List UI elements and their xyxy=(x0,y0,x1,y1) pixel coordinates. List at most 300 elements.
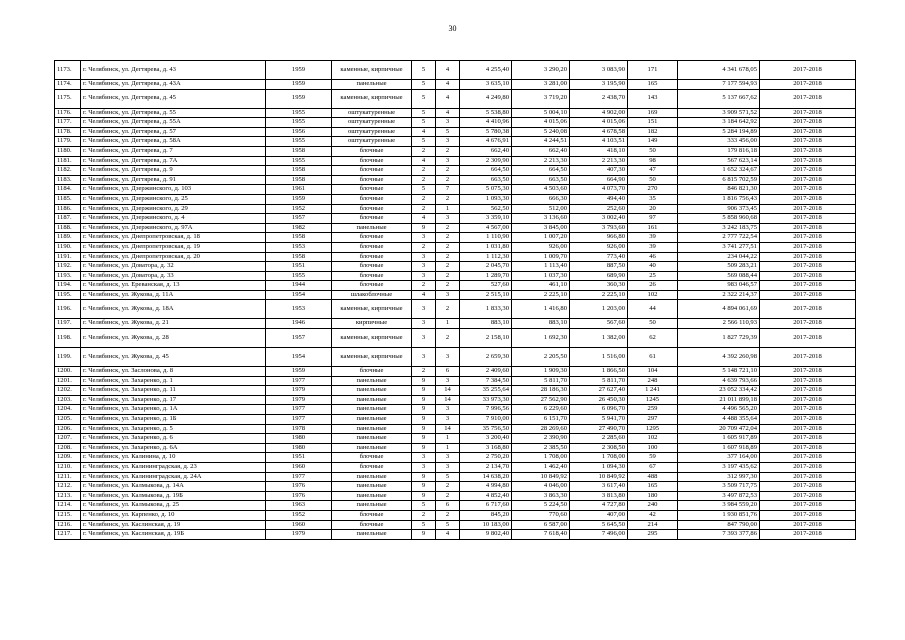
cell-residential-area: 3 793,60 xyxy=(570,223,628,233)
cell-row-number: 1204. xyxy=(55,405,81,415)
cell-build-year: 1959 xyxy=(266,367,332,377)
cell-build-year: 1977 xyxy=(266,405,332,415)
cell-build-year: 1957 xyxy=(266,214,332,224)
cell-repair-period: 2017-2018 xyxy=(760,146,856,156)
cell-floors: 3 xyxy=(412,319,436,329)
cell-repair-period: 2017-2018 xyxy=(760,214,856,224)
cell-address: г. Челябинск, ул. Дзержинского, д. 29 xyxy=(81,204,266,214)
cell-build-year: 1955 xyxy=(266,156,332,166)
cell-repair-period: 2017-2018 xyxy=(760,376,856,386)
cell-wall-material: панельные xyxy=(332,80,412,90)
cell-residents: 248 xyxy=(628,376,678,386)
cell-residential-area: 2 213,30 xyxy=(570,156,628,166)
cell-entrances: 3 xyxy=(436,453,460,463)
cell-build-year: 1960 xyxy=(266,463,332,473)
cell-build-year: 1959 xyxy=(266,89,332,108)
cell-row-number: 1214. xyxy=(55,501,81,511)
cell-repair-period: 2017-2018 xyxy=(760,463,856,473)
cell-repair-cost: 846 821,30 xyxy=(678,185,760,195)
cell-row-number: 1190. xyxy=(55,242,81,252)
cell-wall-material: панельные xyxy=(332,415,412,425)
cell-row-number: 1215. xyxy=(55,510,81,520)
cell-residential-area: 1 866,50 xyxy=(570,367,628,377)
cell-residential-area: 4 073,70 xyxy=(570,185,628,195)
cell-entrances: 2 xyxy=(436,329,460,348)
cell-build-year: 1980 xyxy=(266,443,332,453)
cell-repair-period: 2017-2018 xyxy=(760,520,856,530)
cell-premises-area: 6 587,00 xyxy=(512,520,570,530)
cell-total-area: 4 994,80 xyxy=(460,482,512,492)
cell-row-number: 1216. xyxy=(55,520,81,530)
cell-repair-cost: 3 497 872,53 xyxy=(678,491,760,501)
cell-row-number: 1187. xyxy=(55,214,81,224)
cell-floors: 5 xyxy=(412,137,436,147)
cell-residents: 98 xyxy=(628,156,678,166)
table-row xyxy=(55,146,856,156)
cell-residents: 102 xyxy=(628,434,678,444)
cell-repair-period: 2017-2018 xyxy=(760,271,856,281)
cell-entrances: 2 xyxy=(436,262,460,272)
cell-entrances: 5 xyxy=(436,472,460,482)
cell-address: г. Челябинск, ул. Дегтярева, д. 7 xyxy=(81,146,266,156)
cell-wall-material: блочные xyxy=(332,367,412,377)
cell-repair-cost: 4 341 678,05 xyxy=(678,61,760,80)
cell-premises-area: 2 385,50 xyxy=(512,443,570,453)
cell-wall-material: блочные xyxy=(332,463,412,473)
cell-premises-area: 1 909,30 xyxy=(512,367,570,377)
cell-entrances: 3 xyxy=(436,156,460,166)
cell-repair-period: 2017-2018 xyxy=(760,434,856,444)
cell-residents: 67 xyxy=(628,463,678,473)
cell-residential-area: 887,50 xyxy=(570,262,628,272)
cell-premises-area: 2 225,10 xyxy=(512,290,570,300)
cell-premises-area: 663,50 xyxy=(512,175,570,185)
cell-address: г. Челябинск, ул. Дзержинского, д. 97А xyxy=(81,223,266,233)
table-row xyxy=(55,453,856,463)
cell-wall-material: блочные xyxy=(332,156,412,166)
cell-total-area: 2 158,10 xyxy=(460,329,512,348)
table-row xyxy=(55,520,856,530)
cell-repair-period: 2017-2018 xyxy=(760,443,856,453)
cell-build-year: 1979 xyxy=(266,530,332,540)
cell-total-area: 562,50 xyxy=(460,204,512,214)
cell-residential-area: 926,00 xyxy=(570,242,628,252)
table-row xyxy=(55,405,856,415)
cell-total-area: 4 255,40 xyxy=(460,61,512,80)
cell-entrances: 6 xyxy=(436,367,460,377)
cell-residential-area: 4 015,06 xyxy=(570,118,628,128)
cell-address: г. Челябинск, ул. Дзержинского, д. 4 xyxy=(81,214,266,224)
table-row xyxy=(55,223,856,233)
cell-address: г. Челябинск, ул. Калинина, д. 10 xyxy=(81,453,266,463)
cell-floors: 5 xyxy=(412,108,436,118)
table-row xyxy=(55,271,856,281)
cell-premises-area: 27 562,90 xyxy=(512,395,570,405)
cell-entrances: 2 xyxy=(436,271,460,281)
cell-repair-period: 2017-2018 xyxy=(760,108,856,118)
cell-residents: 44 xyxy=(628,300,678,319)
cell-build-year: 1954 xyxy=(266,348,332,367)
cell-premises-area: 1 113,40 xyxy=(512,262,570,272)
cell-repair-period: 2017-2018 xyxy=(760,482,856,492)
cell-total-area: 5 538,80 xyxy=(460,108,512,118)
table-row xyxy=(55,463,856,473)
cell-build-year: 1951 xyxy=(266,453,332,463)
cell-residents: 39 xyxy=(628,242,678,252)
cell-total-area: 1 031,80 xyxy=(460,242,512,252)
table-row xyxy=(55,281,856,291)
cell-premises-area: 2 205,50 xyxy=(512,348,570,367)
cell-repair-period: 2017-2018 xyxy=(760,118,856,128)
cell-build-year: 1953 xyxy=(266,242,332,252)
cell-residents: 214 xyxy=(628,520,678,530)
cell-wall-material: блочные xyxy=(332,262,412,272)
cell-wall-material: панельные xyxy=(332,434,412,444)
cell-row-number: 1184. xyxy=(55,185,81,195)
cell-total-area: 2 659,30 xyxy=(460,348,512,367)
cell-residents: 165 xyxy=(628,482,678,492)
cell-residential-area: 360,30 xyxy=(570,281,628,291)
cell-repair-period: 2017-2018 xyxy=(760,242,856,252)
cell-address: г. Челябинск, ул. Дегтярева, д. 55А xyxy=(81,118,266,128)
cell-repair-cost: 2 566 110,93 xyxy=(678,319,760,329)
cell-entrances: 4 xyxy=(436,530,460,540)
table-row xyxy=(55,156,856,166)
cell-floors: 9 xyxy=(412,424,436,434)
cell-residents: 104 xyxy=(628,367,678,377)
table-row xyxy=(55,472,856,482)
cell-build-year: 1959 xyxy=(266,80,332,90)
table-row xyxy=(55,242,856,252)
cell-build-year: 1958 xyxy=(266,166,332,176)
cell-build-year: 1980 xyxy=(266,434,332,444)
cell-residential-area: 27 490,70 xyxy=(570,424,628,434)
cell-entrances: 3 xyxy=(436,137,460,147)
table-row xyxy=(55,482,856,492)
cell-row-number: 1192. xyxy=(55,262,81,272)
cell-premises-area: 3 290,20 xyxy=(512,61,570,80)
cell-repair-cost: 20 709 472,04 xyxy=(678,424,760,434)
cell-entrances: 1 xyxy=(436,319,460,329)
page-number: 30 xyxy=(448,24,457,33)
cell-floors: 2 xyxy=(412,367,436,377)
cell-residents: 259 xyxy=(628,405,678,415)
cell-wall-material: панельные xyxy=(332,395,412,405)
cell-repair-cost: 509 283,21 xyxy=(678,262,760,272)
cell-residents: 151 xyxy=(628,118,678,128)
cell-floors: 2 xyxy=(412,281,436,291)
cell-entrances: 14 xyxy=(436,386,460,396)
cell-floors: 2 xyxy=(412,510,436,520)
cell-total-area: 2 045,70 xyxy=(460,262,512,272)
cell-residents: 59 xyxy=(628,453,678,463)
cell-entrances: 3 xyxy=(436,348,460,367)
cell-address: г. Челябинск, ул. Захаренко, д. 11 xyxy=(81,386,266,396)
cell-repair-period: 2017-2018 xyxy=(760,415,856,425)
cell-repair-cost: 3 741 277,51 xyxy=(678,242,760,252)
cell-entrances: 1 xyxy=(436,434,460,444)
cell-build-year: 1963 xyxy=(266,501,332,511)
cell-address: г. Челябинск, ул. Доватора, д. 32 xyxy=(81,262,266,272)
cell-premises-area: 512,00 xyxy=(512,204,570,214)
cell-premises-area: 3 281,00 xyxy=(512,80,570,90)
cell-floors: 5 xyxy=(412,61,436,80)
cell-wall-material: блочные xyxy=(332,146,412,156)
cell-address: г. Челябинск, ул. Калининградская, д. 23 xyxy=(81,463,266,473)
cell-entrances: 3 xyxy=(436,214,460,224)
cell-wall-material: каменные, кирпичные xyxy=(332,89,412,108)
cell-repair-period: 2017-2018 xyxy=(760,204,856,214)
cell-total-area: 7 384,50 xyxy=(460,376,512,386)
cell-address: г. Челябинск, ул. Калмыкова, д. 14А xyxy=(81,482,266,492)
cell-residential-area: 3 002,40 xyxy=(570,214,628,224)
cell-row-number: 1203. xyxy=(55,395,81,405)
cell-repair-cost: 569 088,44 xyxy=(678,271,760,281)
cell-residents: 180 xyxy=(628,491,678,501)
table-row xyxy=(55,194,856,204)
cell-row-number: 1209. xyxy=(55,453,81,463)
cell-floors: 2 xyxy=(412,194,436,204)
cell-entrances: 4 xyxy=(436,89,460,108)
cell-residential-area: 4 902,00 xyxy=(570,108,628,118)
cell-row-number: 1202. xyxy=(55,386,81,396)
cell-residential-area: 2 438,70 xyxy=(570,89,628,108)
cell-residents: 102 xyxy=(628,290,678,300)
cell-address: г. Челябинск, ул. Калининградская, д. 24А xyxy=(81,472,266,482)
cell-entrances: 2 xyxy=(436,281,460,291)
cell-residential-area: 418,10 xyxy=(570,146,628,156)
cell-total-area: 845,20 xyxy=(460,510,512,520)
cell-row-number: 1200. xyxy=(55,367,81,377)
cell-entrances: 4 xyxy=(436,108,460,118)
cell-residential-area: 2 308,50 xyxy=(570,443,628,453)
cell-row-number: 1210. xyxy=(55,463,81,473)
cell-entrances: 6 xyxy=(436,501,460,511)
cell-total-area: 662,40 xyxy=(460,146,512,156)
cell-address: г. Челябинск, ул. Захаренко, д. 1Б xyxy=(81,415,266,425)
cell-residents: 295 xyxy=(628,530,678,540)
cell-repair-period: 2017-2018 xyxy=(760,194,856,204)
cell-floors: 4 xyxy=(412,214,436,224)
cell-floors: 5 xyxy=(412,80,436,90)
table-row xyxy=(55,424,856,434)
cell-repair-period: 2017-2018 xyxy=(760,61,856,80)
cell-repair-period: 2017-2018 xyxy=(760,290,856,300)
cell-entrances: 3 xyxy=(436,290,460,300)
cell-repair-cost: 377 164,00 xyxy=(678,453,760,463)
cell-build-year: 1955 xyxy=(266,271,332,281)
cell-residents: 1 241 xyxy=(628,386,678,396)
cell-repair-cost: 5 284 194,89 xyxy=(678,127,760,137)
cell-total-area: 4 567,00 xyxy=(460,223,512,233)
cell-total-area: 4 410,96 xyxy=(460,118,512,128)
cell-row-number: 1212. xyxy=(55,482,81,492)
cell-floors: 9 xyxy=(412,376,436,386)
table-row xyxy=(55,319,856,329)
cell-wall-material: блочные xyxy=(332,194,412,204)
cell-address: г. Челябинск, ул. Захаренко, д. 6А xyxy=(81,443,266,453)
cell-address: г. Челябинск, ул. Жукова, д. 18А xyxy=(81,300,266,319)
cell-premises-area: 461,10 xyxy=(512,281,570,291)
cell-repair-cost: 1 930 851,76 xyxy=(678,510,760,520)
cell-entrances: 14 xyxy=(436,424,460,434)
cell-floors: 3 xyxy=(412,329,436,348)
cell-wall-material: оштукатуренные xyxy=(332,137,412,147)
table-row xyxy=(55,252,856,262)
cell-residents: 62 xyxy=(628,329,678,348)
cell-floors: 5 xyxy=(412,520,436,530)
cell-floors: 3 xyxy=(412,233,436,243)
cell-repair-period: 2017-2018 xyxy=(760,281,856,291)
table-row xyxy=(55,530,856,540)
cell-entrances: 1 xyxy=(436,204,460,214)
table-row xyxy=(55,348,856,367)
cell-entrances: 3 xyxy=(436,405,460,415)
cell-residents: 39 xyxy=(628,233,678,243)
cell-premises-area: 4 046,00 xyxy=(512,482,570,492)
cell-repair-period: 2017-2018 xyxy=(760,501,856,511)
cell-total-area: 7 910,00 xyxy=(460,415,512,425)
cell-row-number: 1181. xyxy=(55,156,81,166)
table-row xyxy=(55,415,856,425)
cell-build-year: 1946 xyxy=(266,319,332,329)
cell-residential-area: 252,60 xyxy=(570,204,628,214)
cell-row-number: 1186. xyxy=(55,204,81,214)
cell-residents: 46 xyxy=(628,252,678,262)
cell-residential-area: 1 516,00 xyxy=(570,348,628,367)
cell-repair-cost: 2 322 214,37 xyxy=(678,290,760,300)
cell-wall-material: каменные, кирпичные xyxy=(332,61,412,80)
cell-repair-period: 2017-2018 xyxy=(760,319,856,329)
table-row xyxy=(55,491,856,501)
cell-floors: 4 xyxy=(412,156,436,166)
cell-floors: 9 xyxy=(412,443,436,453)
cell-repair-cost: 3 909 571,52 xyxy=(678,108,760,118)
cell-repair-cost: 6 815 702,59 xyxy=(678,175,760,185)
cell-repair-cost: 7 177 594,93 xyxy=(678,80,760,90)
cell-residents: 40 xyxy=(628,262,678,272)
table-row xyxy=(55,376,856,386)
cell-entrances: 2 xyxy=(436,252,460,262)
cell-row-number: 1179. xyxy=(55,137,81,147)
cell-repair-cost: 234 044,22 xyxy=(678,252,760,262)
cell-residential-area: 3 813,80 xyxy=(570,491,628,501)
cell-repair-cost: 4 392 260,98 xyxy=(678,348,760,367)
cell-premises-area: 7 618,40 xyxy=(512,530,570,540)
cell-floors: 9 xyxy=(412,491,436,501)
cell-premises-area: 883,10 xyxy=(512,319,570,329)
cell-floors: 3 xyxy=(412,271,436,281)
cell-repair-cost: 1 816 756,43 xyxy=(678,194,760,204)
cell-address: г. Челябинск, ул. Жукова, д. 45 xyxy=(81,348,266,367)
cell-residential-area: 966,80 xyxy=(570,233,628,243)
cell-floors: 3 xyxy=(412,453,436,463)
cell-total-area: 1 833,30 xyxy=(460,300,512,319)
cell-build-year: 1958 xyxy=(266,233,332,243)
table-body xyxy=(55,61,856,540)
cell-repair-cost: 312 997,30 xyxy=(678,472,760,482)
table-row xyxy=(55,233,856,243)
cell-build-year: 1951 xyxy=(266,262,332,272)
cell-floors: 2 xyxy=(412,146,436,156)
cell-wall-material: блочные xyxy=(332,281,412,291)
cell-residential-area: 4 727,80 xyxy=(570,501,628,511)
cell-row-number: 1182. xyxy=(55,166,81,176)
cell-entrances: 2 xyxy=(436,491,460,501)
cell-address: г. Челябинск, ул. Днепропетровская, д. 20 xyxy=(81,252,266,262)
cell-premises-area: 5 224,50 xyxy=(512,501,570,511)
cell-total-area: 5 780,38 xyxy=(460,127,512,137)
cell-premises-area: 1 007,20 xyxy=(512,233,570,243)
cell-premises-area: 1 009,70 xyxy=(512,252,570,262)
cell-address: г. Челябинск, ул. Дегтярева, д. 43А xyxy=(81,80,266,90)
cell-address: г. Челябинск, ул. Заслонова, д. 8 xyxy=(81,367,266,377)
cell-total-area: 14 638,20 xyxy=(460,472,512,482)
cell-total-area: 2 309,90 xyxy=(460,156,512,166)
cell-address: г. Челябинск, ул. Жукова, д. 11А xyxy=(81,290,266,300)
cell-wall-material: шлакоблочные xyxy=(332,290,412,300)
cell-repair-cost: 1 607 918,89 xyxy=(678,443,760,453)
cell-total-area: 3 200,40 xyxy=(460,434,512,444)
cell-row-number: 1176. xyxy=(55,108,81,118)
cell-residents: 169 xyxy=(628,108,678,118)
cell-total-area: 663,50 xyxy=(460,175,512,185)
cell-address: г. Челябинск, ул. Карпенко, д. 10 xyxy=(81,510,266,520)
cell-residents: 100 xyxy=(628,443,678,453)
cell-entrances: 2 xyxy=(436,482,460,492)
cell-repair-cost: 4 894 061,69 xyxy=(678,300,760,319)
cell-address: г. Челябинск, ул. Дегтярева, д. 55 xyxy=(81,108,266,118)
cell-floors: 2 xyxy=(412,166,436,176)
cell-row-number: 1206. xyxy=(55,424,81,434)
cell-row-number: 1173. xyxy=(55,61,81,80)
cell-residents: 270 xyxy=(628,185,678,195)
cell-row-number: 1180. xyxy=(55,146,81,156)
cell-premises-area: 1 037,30 xyxy=(512,271,570,281)
cell-residents: 171 xyxy=(628,61,678,80)
cell-address: г. Челябинск, ул. Дзержинского, д. 25 xyxy=(81,194,266,204)
cell-floors: 2 xyxy=(412,175,436,185)
cell-floors: 4 xyxy=(412,127,436,137)
cell-total-area: 1 112,30 xyxy=(460,252,512,262)
cell-build-year: 1982 xyxy=(266,223,332,233)
cell-floors: 5 xyxy=(412,89,436,108)
cell-floors: 5 xyxy=(412,118,436,128)
cell-residents: 47 xyxy=(628,166,678,176)
cell-entrances: 14 xyxy=(436,395,460,405)
cell-residents: 161 xyxy=(628,223,678,233)
cell-entrances: 2 xyxy=(436,233,460,243)
cell-build-year: 1960 xyxy=(266,520,332,530)
cell-address: г. Челябинск, ул. Ереванская, д. 13 xyxy=(81,281,266,291)
cell-premises-area: 2 213,30 xyxy=(512,156,570,166)
cell-total-area: 2 134,70 xyxy=(460,463,512,473)
cell-residents: 50 xyxy=(628,146,678,156)
cell-residential-area: 5 941,70 xyxy=(570,415,628,425)
cell-repair-cost: 21 011 899,18 xyxy=(678,395,760,405)
cell-residential-area: 2 225,10 xyxy=(570,290,628,300)
cell-build-year: 1959 xyxy=(266,194,332,204)
table-row xyxy=(55,510,856,520)
cell-build-year: 1976 xyxy=(266,491,332,501)
cell-repair-cost: 4 639 793,66 xyxy=(678,376,760,386)
cell-repair-cost: 847 790,00 xyxy=(678,520,760,530)
cell-repair-period: 2017-2018 xyxy=(760,472,856,482)
cell-entrances: 2 xyxy=(436,300,460,319)
table-row xyxy=(55,329,856,348)
cell-wall-material: блочные xyxy=(332,510,412,520)
cell-premises-area: 662,40 xyxy=(512,146,570,156)
